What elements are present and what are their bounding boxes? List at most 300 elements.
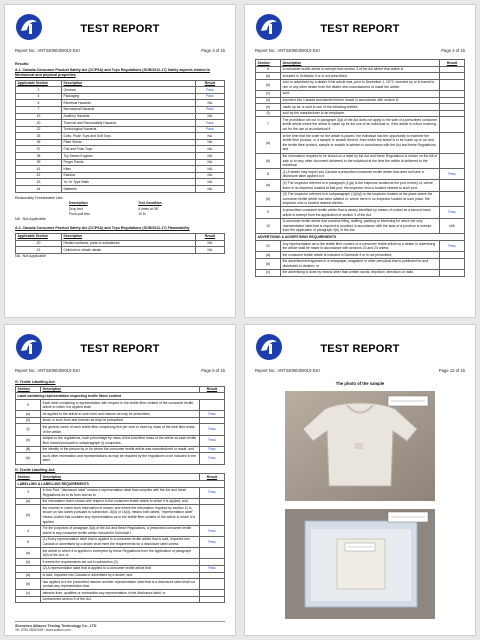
table-row — [16, 525, 225, 536]
result-cell: Pass — [199, 424, 224, 435]
result-cell: NA — [195, 153, 224, 160]
section-cell: 43 — [16, 179, 62, 186]
flammability-table — [15, 233, 225, 254]
table-row — [16, 417, 225, 424]
description-cell: (2) A representation label that is applied to a consumer textile article that — [41, 565, 200, 572]
col-header: Description — [61, 80, 195, 87]
section-cell: 20 — [16, 120, 62, 127]
table-row — [256, 97, 465, 104]
description-cell: the generic name of each textile fibre comprising five per cent or more by mass of the total fibre mass of the article, — [41, 424, 200, 435]
description-cell: contravenes section 5 of the Act. — [41, 596, 200, 603]
table-row — [16, 139, 225, 146]
result-cell — [439, 180, 464, 191]
abuse-description: Drop test — [69, 206, 83, 211]
description-cell: Yo-Yo Type Balls — [61, 179, 195, 186]
col-header: Result — [199, 474, 224, 481]
report-number: Report No.: ANT24060300010-010 — [15, 48, 80, 53]
result-cell — [439, 269, 464, 276]
description-cell: the article to which it is applied is exempted by these Regulations from the application of paragraph 3(b) of the Act; or — [41, 548, 200, 559]
abuse-label: Reasonably Foreseeable Use: — [15, 195, 64, 200]
table-row — [16, 536, 225, 547]
section-cell: 39 — [16, 159, 62, 166]
result-cell — [199, 596, 224, 603]
description-cell: (2) The inspector referred to in paragraph (1)(a) is the inspector located at the port of entry or, where there is no inspector located at that port, the inspector who is located nearest to such port. — [281, 180, 440, 191]
description-cell: the manner in which such information is shown; and where the information required by section 11 is shown on two labels pursuant to subsection 16(3) or 16(4), means both labels; "representation label" means a label that contains any representation as to the textile fibre content of the article to which it is applied. — [41, 505, 200, 525]
section-cell: 10 — [256, 218, 281, 234]
table-row — [16, 487, 225, 498]
result-cell — [199, 579, 224, 590]
description-cell: Mechanical Hazards — [61, 106, 195, 113]
col-header: Description — [69, 200, 88, 205]
section-cell: 38 — [16, 153, 62, 160]
table-row — [16, 498, 225, 505]
description-cell: has applied to it the prescribed manner another representation label that is a disclosure label shall not contain any representation that — [41, 579, 200, 590]
section-cell: (ii) — [16, 435, 41, 446]
col-header: Result — [195, 80, 224, 87]
table-row — [256, 104, 465, 111]
col-header: Section — [16, 474, 41, 481]
description-cell: the consumer textile article is included in Schedule II or is not prescribed; — [281, 252, 440, 259]
description-cell: included in Schedule II or is not prescribed; — [281, 73, 440, 80]
section-cell: (a) — [16, 572, 41, 579]
description-cell: (3) The inspector referred to in subparagraph (1)(b)(i) is the inspector located at the place where the consumer textile article has been labeled or, where there is no inspector located at such place, the inspector who is located nearest thereto. — [281, 191, 440, 207]
table-row — [256, 169, 465, 180]
section-cell: (b) — [256, 153, 281, 169]
description-cell: A prescribed consumer textile article that is clearly identified by means of a label as a second-hand article is exempt from the application of section 3 of the Act. — [281, 207, 440, 218]
result-cell: Pass — [195, 126, 224, 133]
description-cell: sold; — [281, 90, 440, 97]
result-cell: Pass — [439, 241, 464, 252]
section-cell: (b) — [256, 191, 281, 207]
description-cell: Electrical Hazards — [61, 100, 195, 107]
table-row — [256, 218, 465, 234]
col-header: Result — [439, 60, 464, 67]
table-row — [16, 247, 225, 254]
description-cell: Finger Paints — [61, 159, 195, 166]
description-cell: A consumer textile article that contains filling, stuffing, padding or interlining for which the only representation label that is required is provided in accordance with the laws of a province is exempt from the application of paragraph 3(b) of the Act. — [281, 218, 440, 234]
abuse-test-table — [68, 200, 215, 217]
result-cell — [439, 252, 464, 259]
footer-contact: Tel: 0755-28262028 / www.szatmo.com — [15, 628, 71, 632]
section-cell: (c) — [16, 590, 41, 597]
result-cell: Pass — [199, 453, 224, 464]
section-cell: (a) — [256, 252, 281, 259]
result-cell: NA — [195, 146, 224, 153]
page-footer — [15, 621, 225, 633]
description-cell: Kites — [61, 166, 195, 173]
page-number: Page 4 of 16 — [441, 48, 465, 53]
result-cell: Pass — [195, 106, 224, 113]
labelling-heading: LABELLING & LABELLING REQUIREMENTS — [16, 481, 225, 488]
table-row — [256, 133, 465, 153]
description-cell: such other information and representations as may be required by the regulations to be included in the label. — [41, 453, 200, 464]
report-title: TEST REPORT — [320, 343, 400, 355]
na-note: NA : Not Applicable — [15, 217, 46, 222]
report-page-12 — [244, 324, 476, 636]
description-cell: the identity of the person by or for whom the consumer textile article was manufactured or made, and — [41, 446, 200, 453]
table-row — [16, 579, 225, 590]
table-row — [256, 110, 465, 117]
page-body — [15, 377, 225, 603]
table-row — [16, 120, 225, 127]
description-cell: the advertising is done by means other than written words, depiction, television or radio. — [281, 269, 440, 276]
description-cell: (1) Every representation label that is applied to a consumer textile article that is sold, imported into Canada or advertised by a dealer shall meet the requirements for a disclosure label unless — [41, 536, 200, 547]
section-cell: 41 — [16, 166, 62, 173]
table-row — [16, 548, 225, 559]
section-h-heading: H. Textile Labelling Act: — [15, 467, 56, 472]
description-cell: be applied to the article in such form and manner as may be prescribed; — [41, 411, 200, 418]
table-row — [16, 411, 225, 418]
section-cell: 4 — [16, 93, 62, 100]
description-cell: Each label containing a representation with respect to the textile fibre content of the consumer textile article to which it is applied shall — [41, 400, 200, 411]
page-body — [255, 379, 465, 626]
sample-photo-bib — [285, 391, 435, 503]
section-cell: 21 — [16, 247, 62, 254]
col-header: Result — [199, 386, 224, 393]
section-cell: (iv) — [16, 453, 41, 464]
table-row — [16, 590, 225, 597]
section-cell: (a) — [16, 498, 41, 505]
section-cell: (b) — [16, 579, 41, 590]
sample-photo-package — [285, 509, 435, 621]
section-cell: 42 — [16, 172, 62, 179]
section-cell: 9 — [256, 207, 281, 218]
section-cell: 26 — [16, 133, 62, 140]
section-cell: 7 — [16, 106, 62, 113]
description-cell: Heated surfaces, parts or substances — [61, 240, 195, 247]
col-header: Result — [195, 233, 224, 240]
section-cell: 44 — [16, 186, 62, 193]
description-cell: show, in such form and manner as may be prescribed — [41, 417, 200, 424]
result-cell: Pass — [439, 169, 464, 180]
col-header: Description — [61, 233, 195, 240]
result-cell: NA — [195, 240, 224, 247]
section-cell: 35 — [16, 139, 62, 146]
result-cell: Pass — [199, 525, 224, 536]
result-cell: NA — [195, 113, 224, 120]
section-cell: (iii) — [16, 446, 41, 453]
table-row — [16, 106, 225, 113]
fibre-content-table — [15, 386, 225, 465]
section-cell: 4 — [16, 525, 41, 536]
section-g-heading: G. Textile Labelling Act: — [15, 380, 56, 384]
table-row — [16, 453, 225, 464]
section-cell: (f) — [256, 110, 281, 117]
photo-heading: The photo of the sample — [335, 381, 385, 386]
exemption-body — [256, 66, 465, 234]
report-info-line — [255, 368, 465, 376]
results-label: Results: — [15, 62, 30, 66]
description-cell: made up for or sold to one of the following entities — [281, 104, 440, 111]
advertising-body — [256, 241, 465, 277]
table-row — [256, 191, 465, 207]
table-row — [16, 159, 225, 166]
description-cell: Any representation as to the textile fibre content of a consumer textile article by a dealer in advertising the article shall be made in accordance with sections 23 and 24 unless — [281, 241, 440, 252]
section-a2-heading: A.2. Canada Consumer Product Safety Act (CCPSA) and Toys Regulations (SOR/2011-17) Flammability — [15, 226, 190, 231]
result-cell: N/A — [439, 218, 464, 234]
flammability-body — [16, 240, 225, 253]
section-cell: 22 — [16, 126, 62, 133]
table-row — [256, 117, 465, 133]
report-number: Report No.: ANT24060300010-010 — [255, 48, 320, 53]
result-cell — [199, 548, 224, 559]
description-cell: Plant Seeds — [61, 139, 195, 146]
result-cell: NA — [195, 179, 224, 186]
result-cell: NA — [195, 247, 224, 254]
description-cell: General — [61, 87, 195, 94]
result-cell: NA — [195, 166, 224, 173]
section-cell: (c) — [256, 90, 281, 97]
table-row — [16, 100, 225, 107]
description-cell: The prohibition set out in paragraph 3(a) of the Act does not apply to the sale of a prescribed consumer textile article where the article is made up for the use of an individual or, if the article is a floor covering, cut for the use of an individual if — [281, 117, 440, 133]
labelling-table — [15, 473, 225, 603]
page-number: Page 12 of 16 — [438, 368, 465, 373]
labelling-body — [16, 487, 225, 603]
result-cell: NA — [195, 159, 224, 166]
description-cell: imported into Canada and labeled before resale in accordance with section 8; — [281, 97, 440, 104]
description-cell: Batteries — [61, 186, 195, 193]
col-header: Test Condition — [138, 200, 162, 205]
advertising-heading: ADVERTISING & ADVERTISING REQUIREMENTS — [256, 234, 465, 241]
result-cell: Pass — [199, 411, 224, 418]
result-cell: NA — [195, 186, 224, 193]
section-cell: 3 — [16, 487, 41, 498]
section-cell: 2 — [16, 87, 62, 94]
na-note: NA : Not Applicable — [15, 253, 46, 258]
report-info-line — [15, 368, 225, 376]
description-cell: Toxicological Hazards — [61, 126, 195, 133]
result-cell — [199, 559, 224, 566]
description-cell: Elastics — [61, 172, 195, 179]
description-cell: In this Part, "disclosure label" means a representation label that complies with the Act and these Regulations as to its form and as to — [41, 487, 200, 498]
table-row — [256, 180, 465, 191]
result-cell — [439, 104, 464, 111]
table-row — [16, 400, 225, 411]
mechanical-results-table — [15, 80, 225, 193]
result-cell — [439, 90, 464, 97]
table-row — [16, 446, 225, 453]
section-cell: (i) — [16, 424, 41, 435]
report-title: TEST REPORT — [320, 23, 400, 35]
description-cell: sold or advertised by a dealer if the article was, prior to December 1, 1972, received by or in transit to him or any other dealer from the dealer who manufactured or made the article; — [281, 79, 440, 90]
table-row — [16, 93, 225, 100]
description-cell: is sold, imported into Canada or advertised by a dealer; and — [41, 572, 200, 579]
description-cell: Dolls, Plush Toys and Soft Toys — [61, 133, 195, 140]
description-cell: the advertisement appears in a newspaper, magazine or other periodical that is published for and distributed to dealers; or — [281, 258, 440, 269]
col-header: Section — [16, 386, 41, 393]
result-cell — [199, 417, 224, 424]
description-cell: For the purposes of paragraph 3(a) of the Act and these Regulations, a prescribed consumer textile article is any consumer textile article included in Schedule I. — [41, 525, 200, 536]
package-photo-image — [285, 509, 435, 619]
section-cell — [16, 565, 41, 572]
fibre-content-body — [16, 400, 225, 465]
description-cell: Celluloid or nitrate nitrate — [61, 247, 195, 254]
report-page-4 — [244, 4, 476, 318]
description-cell: it meets the requirements set out in subsection (2). — [41, 559, 200, 566]
section-cell: (b) — [256, 79, 281, 90]
result-cell: NA — [195, 139, 224, 146]
table-row — [256, 90, 465, 97]
section-cell: 9 — [16, 400, 41, 411]
report-page-3 — [4, 4, 236, 318]
result-cell — [439, 153, 464, 169]
section-cell: 8 — [256, 169, 281, 180]
report-number: Report No.: ANT24060300010-010 — [255, 368, 320, 373]
result-cell: Pass — [195, 93, 224, 100]
result-cell: Pass — [195, 120, 224, 127]
col-header: Applicable Section — [16, 233, 62, 240]
section-cell — [16, 596, 41, 603]
result-cell: NA — [195, 133, 224, 140]
result-cell — [199, 590, 224, 597]
table-row — [16, 113, 225, 120]
table-row — [256, 252, 465, 259]
result-cell — [439, 117, 464, 133]
section-cell: 6 — [256, 66, 281, 73]
section-cell: 5 — [16, 536, 41, 547]
section-cell: 37 — [16, 146, 62, 153]
description-cell: (1) A dealer may import into Canada a prescribed consumer textile article that does not have a disclosure label applied to it — [281, 169, 440, 180]
table-row — [256, 79, 465, 90]
table-row — [16, 565, 225, 572]
table-row — [16, 596, 225, 603]
table-row — [16, 186, 225, 193]
section-cell: 19 — [16, 113, 62, 120]
table-row — [16, 133, 225, 140]
result-cell — [199, 498, 224, 505]
result-cell: NA — [195, 172, 224, 179]
section-cell: (a) — [16, 548, 41, 559]
section-cell: (b) — [256, 258, 281, 269]
page-number: Page 8 of 16 — [201, 368, 225, 373]
table-row — [256, 269, 465, 276]
col-header: Description — [41, 474, 200, 481]
result-cell — [199, 505, 224, 525]
page-number: Page 3 of 16 — [201, 48, 225, 53]
table-row — [256, 66, 465, 73]
description-cell: Toy Steam Engines — [61, 153, 195, 160]
description-cell: detracts from, qualifies or contradicts any representation in the disclosure label; or — [41, 590, 200, 597]
result-cell — [439, 73, 464, 80]
page-body — [15, 59, 225, 259]
bib-photo-image — [285, 391, 435, 501]
abuse-description: Push-pull test — [69, 212, 90, 217]
table-row — [16, 172, 225, 179]
description-cell: sold by the manufacturer to an employee. — [281, 110, 440, 117]
table-row — [256, 153, 465, 169]
table-row — [256, 73, 465, 80]
result-cell — [439, 97, 464, 104]
result-cell: Pass — [199, 487, 224, 498]
report-title: TEST REPORT — [80, 23, 160, 35]
description-cell: Packaging — [61, 93, 195, 100]
result-cell: Pass — [199, 565, 224, 572]
description-cell: the information required to be shown on a label by the Act and these Regulations is shown on the bill of sale or on any other document delivered to the individual at the time the article is delivered to the individual. — [281, 153, 440, 169]
exemption-table — [255, 59, 465, 277]
section-cell: (b) — [16, 559, 41, 566]
table-row — [16, 505, 225, 525]
section-cell: 7 — [256, 117, 281, 133]
table-row — [16, 435, 225, 446]
col-header: Description — [41, 386, 200, 393]
table-row — [16, 572, 225, 579]
description-cell: Pull and Push Toys — [61, 146, 195, 153]
report-info-line — [255, 48, 465, 56]
footer-company: Shenzhen Alliance Testing Technology Co., LTD — [15, 624, 97, 628]
section-a1-heading: A.1. Canada Consumer Product Safety Act (CCPSA) and Toys Regulations (SOR/2011-17) Safety aspects related to Mechanical and physical properties — [15, 67, 210, 77]
table-row — [16, 166, 225, 173]
section-cell: (a) — [256, 73, 281, 80]
description-cell: A consumer textile article is exempt from section 3 of the Act where that article is — [281, 66, 440, 73]
table-row — [16, 87, 225, 94]
result-cell — [439, 79, 464, 90]
abuse-condition: 10 lb — [138, 212, 146, 217]
table-row — [16, 424, 225, 435]
result-cell: Pass — [199, 435, 224, 446]
col-header: Section — [256, 60, 281, 67]
table-row — [256, 207, 465, 218]
table-row — [16, 153, 225, 160]
result-cell: Pass — [199, 446, 224, 453]
result-cell — [439, 66, 464, 73]
table-row — [16, 126, 225, 133]
table-row — [256, 241, 465, 252]
description-cell: Thermal and Flammability Hazards — [61, 120, 195, 127]
section-cell: 6 — [16, 100, 62, 107]
report-info-line — [15, 48, 225, 56]
section-cell: (a) — [256, 133, 281, 153]
page-body — [255, 59, 465, 277]
section-cell: (b) — [16, 417, 41, 424]
section-cell: (a) — [16, 411, 41, 418]
report-page-8 — [4, 324, 236, 636]
description-cell: at the time that the order for the article is placed, the individual has the opportunity to examine the textile fibre product, or a sample or swatch thereof, from which the article is to be made up or cut and the textile fibre product, sample or swatch is labeled in accordance with the Act and these Regulations; and — [281, 133, 440, 153]
section-cell: (b) — [16, 505, 41, 525]
result-cell — [439, 133, 464, 153]
table-row — [256, 258, 465, 269]
result-cell: Pass — [439, 207, 464, 218]
description-cell: subject to the regulations, such percentage by mass of the total fibre mass of the article as each textile fibre named pursuant to subparagraph (i) comprises, — [41, 435, 200, 446]
table-row — [16, 559, 225, 566]
section-cell: 22 — [256, 241, 281, 252]
section-cell: (c) — [256, 269, 281, 276]
section-cell: 20 — [16, 240, 62, 247]
label-heading: Label containing representation respecting textile fibres content — [16, 393, 225, 400]
result-cell: Pass — [199, 536, 224, 547]
section-cell: (d) — [256, 97, 281, 104]
description-cell: the information that it shows with respect to the consumer textile article to which it is applied; and — [41, 498, 200, 505]
description-cell: Auditory Hazards — [61, 113, 195, 120]
table-row — [16, 146, 225, 153]
report-number: Report No.: ANT24060300010-010 — [15, 368, 80, 373]
report-title: TEST REPORT — [80, 343, 160, 355]
result-cell — [439, 258, 464, 269]
result-cell — [199, 572, 224, 579]
col-header: Applicable Section — [16, 80, 62, 87]
result-cell — [439, 110, 464, 117]
result-cell — [199, 400, 224, 411]
table-row — [16, 240, 225, 247]
section-cell: (a) — [256, 180, 281, 191]
result-cell — [439, 191, 464, 207]
abuse-condition: 4 times at 36" — [138, 206, 159, 211]
result-cell: NA — [195, 100, 224, 107]
section-cell: (e) — [256, 104, 281, 111]
result-cell: Pass — [195, 87, 224, 94]
table-row — [16, 179, 225, 186]
col-header: Description — [281, 60, 440, 67]
mechanical-results-body — [16, 87, 225, 193]
